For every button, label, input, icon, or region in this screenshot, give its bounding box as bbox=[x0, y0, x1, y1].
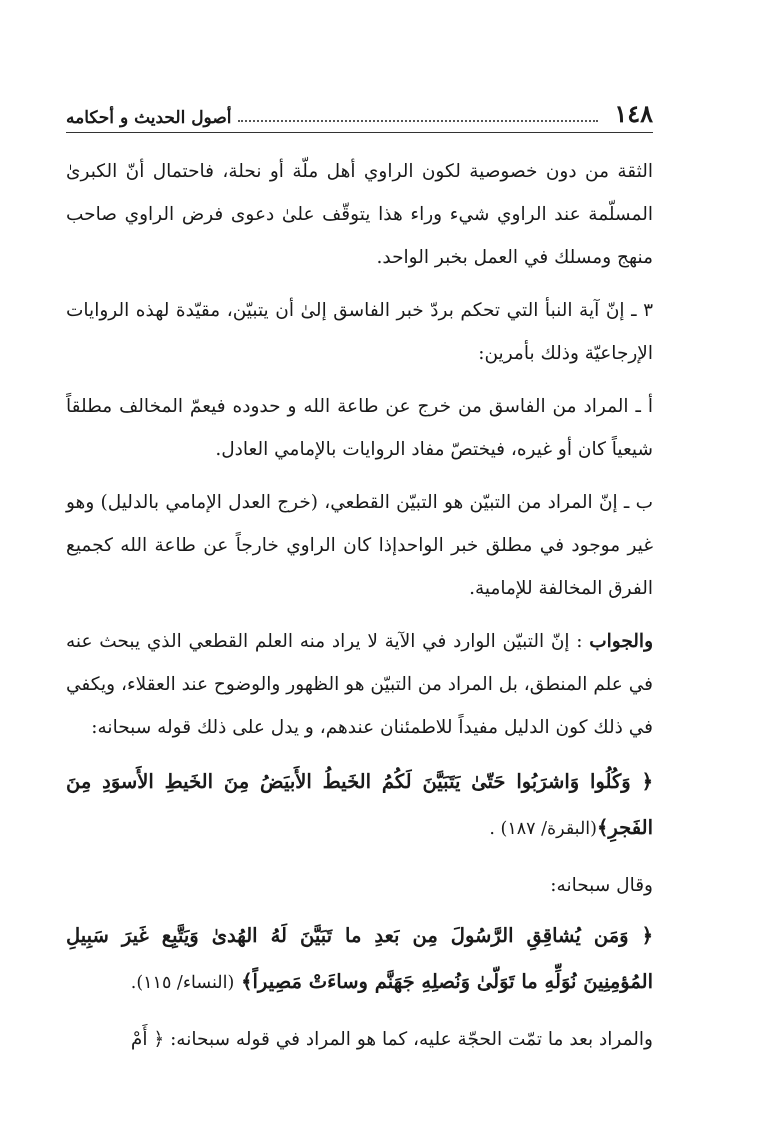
verse-text: ﴿ وَمَن يُشاقِقِ الرَّسُولَ مِن بَعدِ ما تَبَيَّنَ لَهُ الهُدىٰ وَيَتَّبِع غَيرَ سَبِيلِ المُؤمِنِينَ نُوَلِّهِ ما تَوَلّىٰ وَنُصلِهِ جَهَنَّم وساءَتْ مَصِيراً﴾ bbox=[66, 924, 653, 993]
paragraph-point-b: ب ـ إنّ المراد من التبيّن هو التبيّن القطعي، (خرج العدل الإمامي بالدليل) وهو غير موجود في مطلق خبر الواحدإذا كان الراوي خارجاً عن طاعة الله كجميع الفرق المخالفة للإمامية. bbox=[66, 492, 653, 599]
answer-label: والجواب bbox=[589, 631, 653, 652]
page-number: ١٤٨ bbox=[614, 99, 653, 128]
header-dotted-leader bbox=[238, 120, 599, 122]
paragraph-point-3: ٣ ـ إنّ آية النبأ التي تحكم بردّ خبر الفاسق إلىٰ أن يتبيّن، مقيّدة لهذه الروايات الإرجاعيّة وذلك بأمرين: bbox=[66, 300, 653, 364]
quran-verse-baqarah bbox=[66, 759, 653, 852]
paragraph-continuation: الثقة من دون خصوصية لكون الراوي أهل ملّة أو نحلة، فاحتمال أنّ الكبرىٰ المسلّمة عند الراوي شيء وراء هذا يتوقّف علىٰ دعوى فرض الراوي صاحب منهج ومسلك في العمل بخبر الواحد. bbox=[66, 161, 653, 268]
running-title: أصول الحديث و أحكامه bbox=[66, 108, 232, 128]
verse-text: ﴿ وَكُلُوا وَاشرَبُوا حَتّىٰ يَتَبَيَّنَ لَكُمُ الخَيطُ الأَبيَضُ مِنَ الخَيطِ الأَسوَدِ مِنَ الفَجرِ﴾ bbox=[66, 770, 653, 839]
paragraph-answer bbox=[66, 620, 653, 749]
paragraph-said: وقال سبحانه: bbox=[550, 875, 653, 896]
page-body bbox=[66, 150, 653, 1071]
verse-reference: (النساء/ ١١٥). bbox=[130, 973, 235, 993]
page-header bbox=[66, 92, 653, 133]
verse-reference: (البقرة/ ١٨٧) . bbox=[489, 819, 597, 839]
paragraph-point-a: أ ـ المراد من الفاسق من خرج عن طاعة الله و حدوده فيعمّ المخالف مطلقاً شيعياً كان أو غيره، فيختصّ مفاد الروايات بالإمامي العادل. bbox=[66, 396, 653, 460]
paragraph-last: والمراد بعد ما تمّت الحجّة عليه، كما هو المراد في قوله سبحانه: ﴿ أَمْ bbox=[130, 1029, 653, 1050]
answer-text: : إنّ التبيّن الوارد في الآية لا يراد منه العلم القطعي الذي يبحث عنه في علم المنطق، بل المراد من التبيّن هو الظهور والوضوح عند العقلاء، ويكفي في ذلك كون الدليل مفيداً للاطمئنان عندهم، و يدل على ذلك قوله سبحانه: bbox=[66, 631, 653, 738]
quran-verse-nisa bbox=[66, 913, 653, 1006]
